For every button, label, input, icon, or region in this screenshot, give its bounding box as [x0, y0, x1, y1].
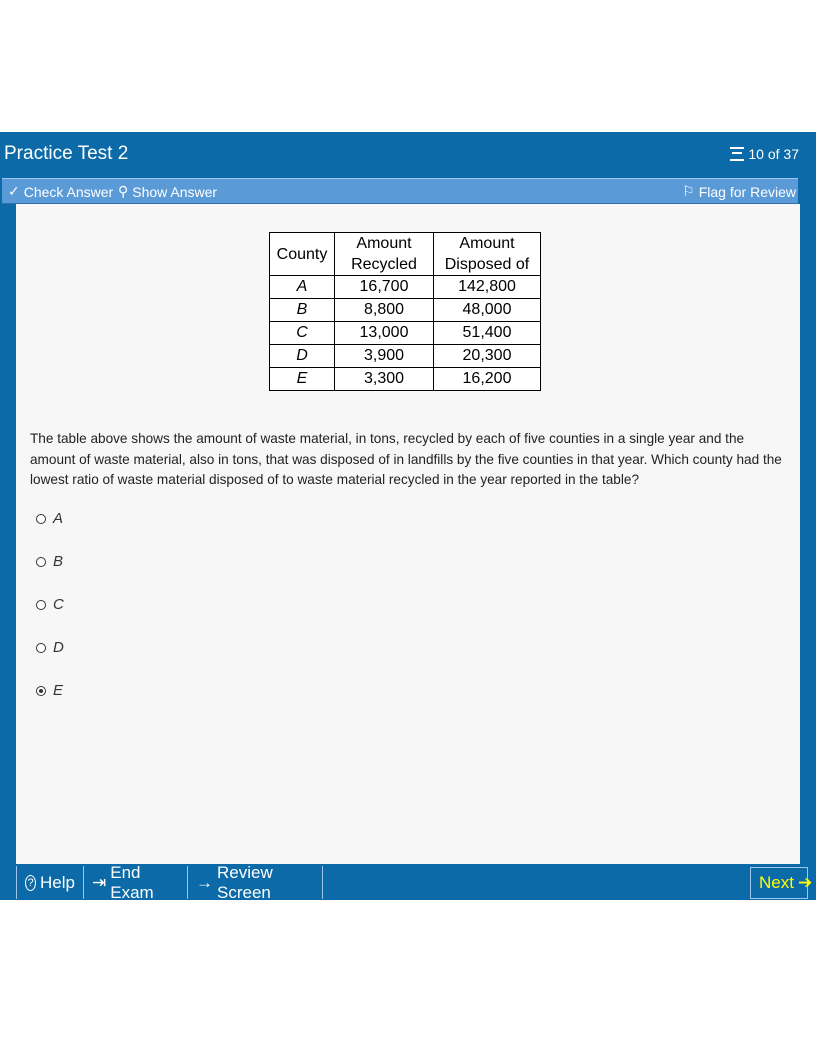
question-counter: [730, 146, 799, 162]
review-arrow-icon: →: [196, 872, 213, 892]
flag-review-button[interactable]: [682, 183, 796, 200]
end-exam-label: End Exam: [110, 862, 154, 902]
table-cell: 3,300: [335, 368, 434, 391]
table-cell: 3,900: [335, 345, 434, 368]
choice-c[interactable]: [36, 596, 64, 613]
table-cell: 13,000: [335, 322, 434, 345]
next-button[interactable]: [750, 867, 813, 899]
radio-icon[interactable]: [36, 643, 46, 653]
radio-icon[interactable]: [36, 557, 46, 567]
radio-icon-selected[interactable]: [36, 686, 46, 696]
data-table: [269, 232, 541, 391]
choice-label: B: [53, 553, 64, 570]
help-button[interactable]: [16, 866, 84, 899]
question-pane: [16, 204, 800, 864]
table-row: [270, 368, 541, 391]
title-bar: [0, 132, 816, 176]
table-cell: 51,400: [434, 322, 541, 345]
table-row: [270, 276, 541, 299]
check-answer-label: Check Answer: [23, 183, 114, 200]
choice-e[interactable]: [36, 682, 63, 699]
header-county: County: [270, 233, 335, 276]
review-screen-label: Review Screen: [217, 862, 273, 902]
choice-d[interactable]: [36, 639, 64, 656]
table-cell: 142,800: [434, 276, 541, 299]
bottom-bar: [16, 862, 816, 902]
question-text: The table above shows the amount of waste material, in tons, recycled by each of five counties in a single year and the amount of waste material, also in tons, that was disposed of in landfills by the five counties in that year. Which county had the lowest ratio of waste material disposed of to waste material recycled in the year reported in the table?: [30, 431, 782, 487]
table-row: [270, 345, 541, 368]
exam-window: [0, 132, 816, 900]
toolbar: [2, 178, 798, 204]
arrow-right-icon: ➔: [797, 873, 813, 892]
search-check-icon: ⚲: [118, 183, 129, 199]
choice-b[interactable]: [36, 553, 63, 570]
end-exam-button[interactable]: [84, 862, 188, 902]
table-cell: 16,700: [335, 276, 434, 299]
table-cell: 8,800: [335, 299, 434, 322]
radio-icon[interactable]: [36, 514, 46, 524]
flag-review-label: Flag for Review: [698, 183, 796, 200]
help-icon: ?: [25, 875, 36, 891]
table-cell: 16,200: [434, 368, 541, 391]
flag-icon: ⚐: [682, 183, 695, 199]
table-cell: 48,000: [434, 299, 541, 322]
table-cell: A: [270, 276, 335, 299]
table-row: [270, 322, 541, 345]
header-disposed: Amount Disposed of: [434, 233, 541, 276]
review-screen-button[interactable]: [188, 862, 323, 902]
table-cell: E: [270, 368, 335, 391]
choice-label: E: [53, 682, 64, 699]
table-cell: D: [270, 345, 335, 368]
exit-icon: ⇥: [92, 872, 107, 892]
list-icon: [730, 147, 744, 161]
choice-label: D: [53, 639, 64, 656]
radio-icon[interactable]: [36, 600, 46, 610]
question-counter-text: 10 of 37: [748, 146, 799, 162]
choice-a[interactable]: [36, 510, 63, 527]
table-header-row: [270, 233, 541, 276]
help-label: Help: [40, 872, 75, 892]
choice-label: A: [53, 510, 64, 527]
next-label: Next: [759, 873, 794, 892]
test-title: Practice Test 2: [4, 143, 129, 164]
table-cell: C: [270, 322, 335, 345]
table-cell: B: [270, 299, 335, 322]
check-answer-button[interactable]: [8, 183, 113, 200]
table-cell: 20,300: [434, 345, 541, 368]
table-row: [270, 299, 541, 322]
show-answer-button[interactable]: [118, 183, 217, 200]
show-answer-label: Show Answer: [132, 183, 218, 200]
header-recycled: Amount Recycled: [335, 233, 434, 276]
choice-label: C: [53, 596, 64, 613]
check-icon: ✓: [8, 183, 20, 199]
